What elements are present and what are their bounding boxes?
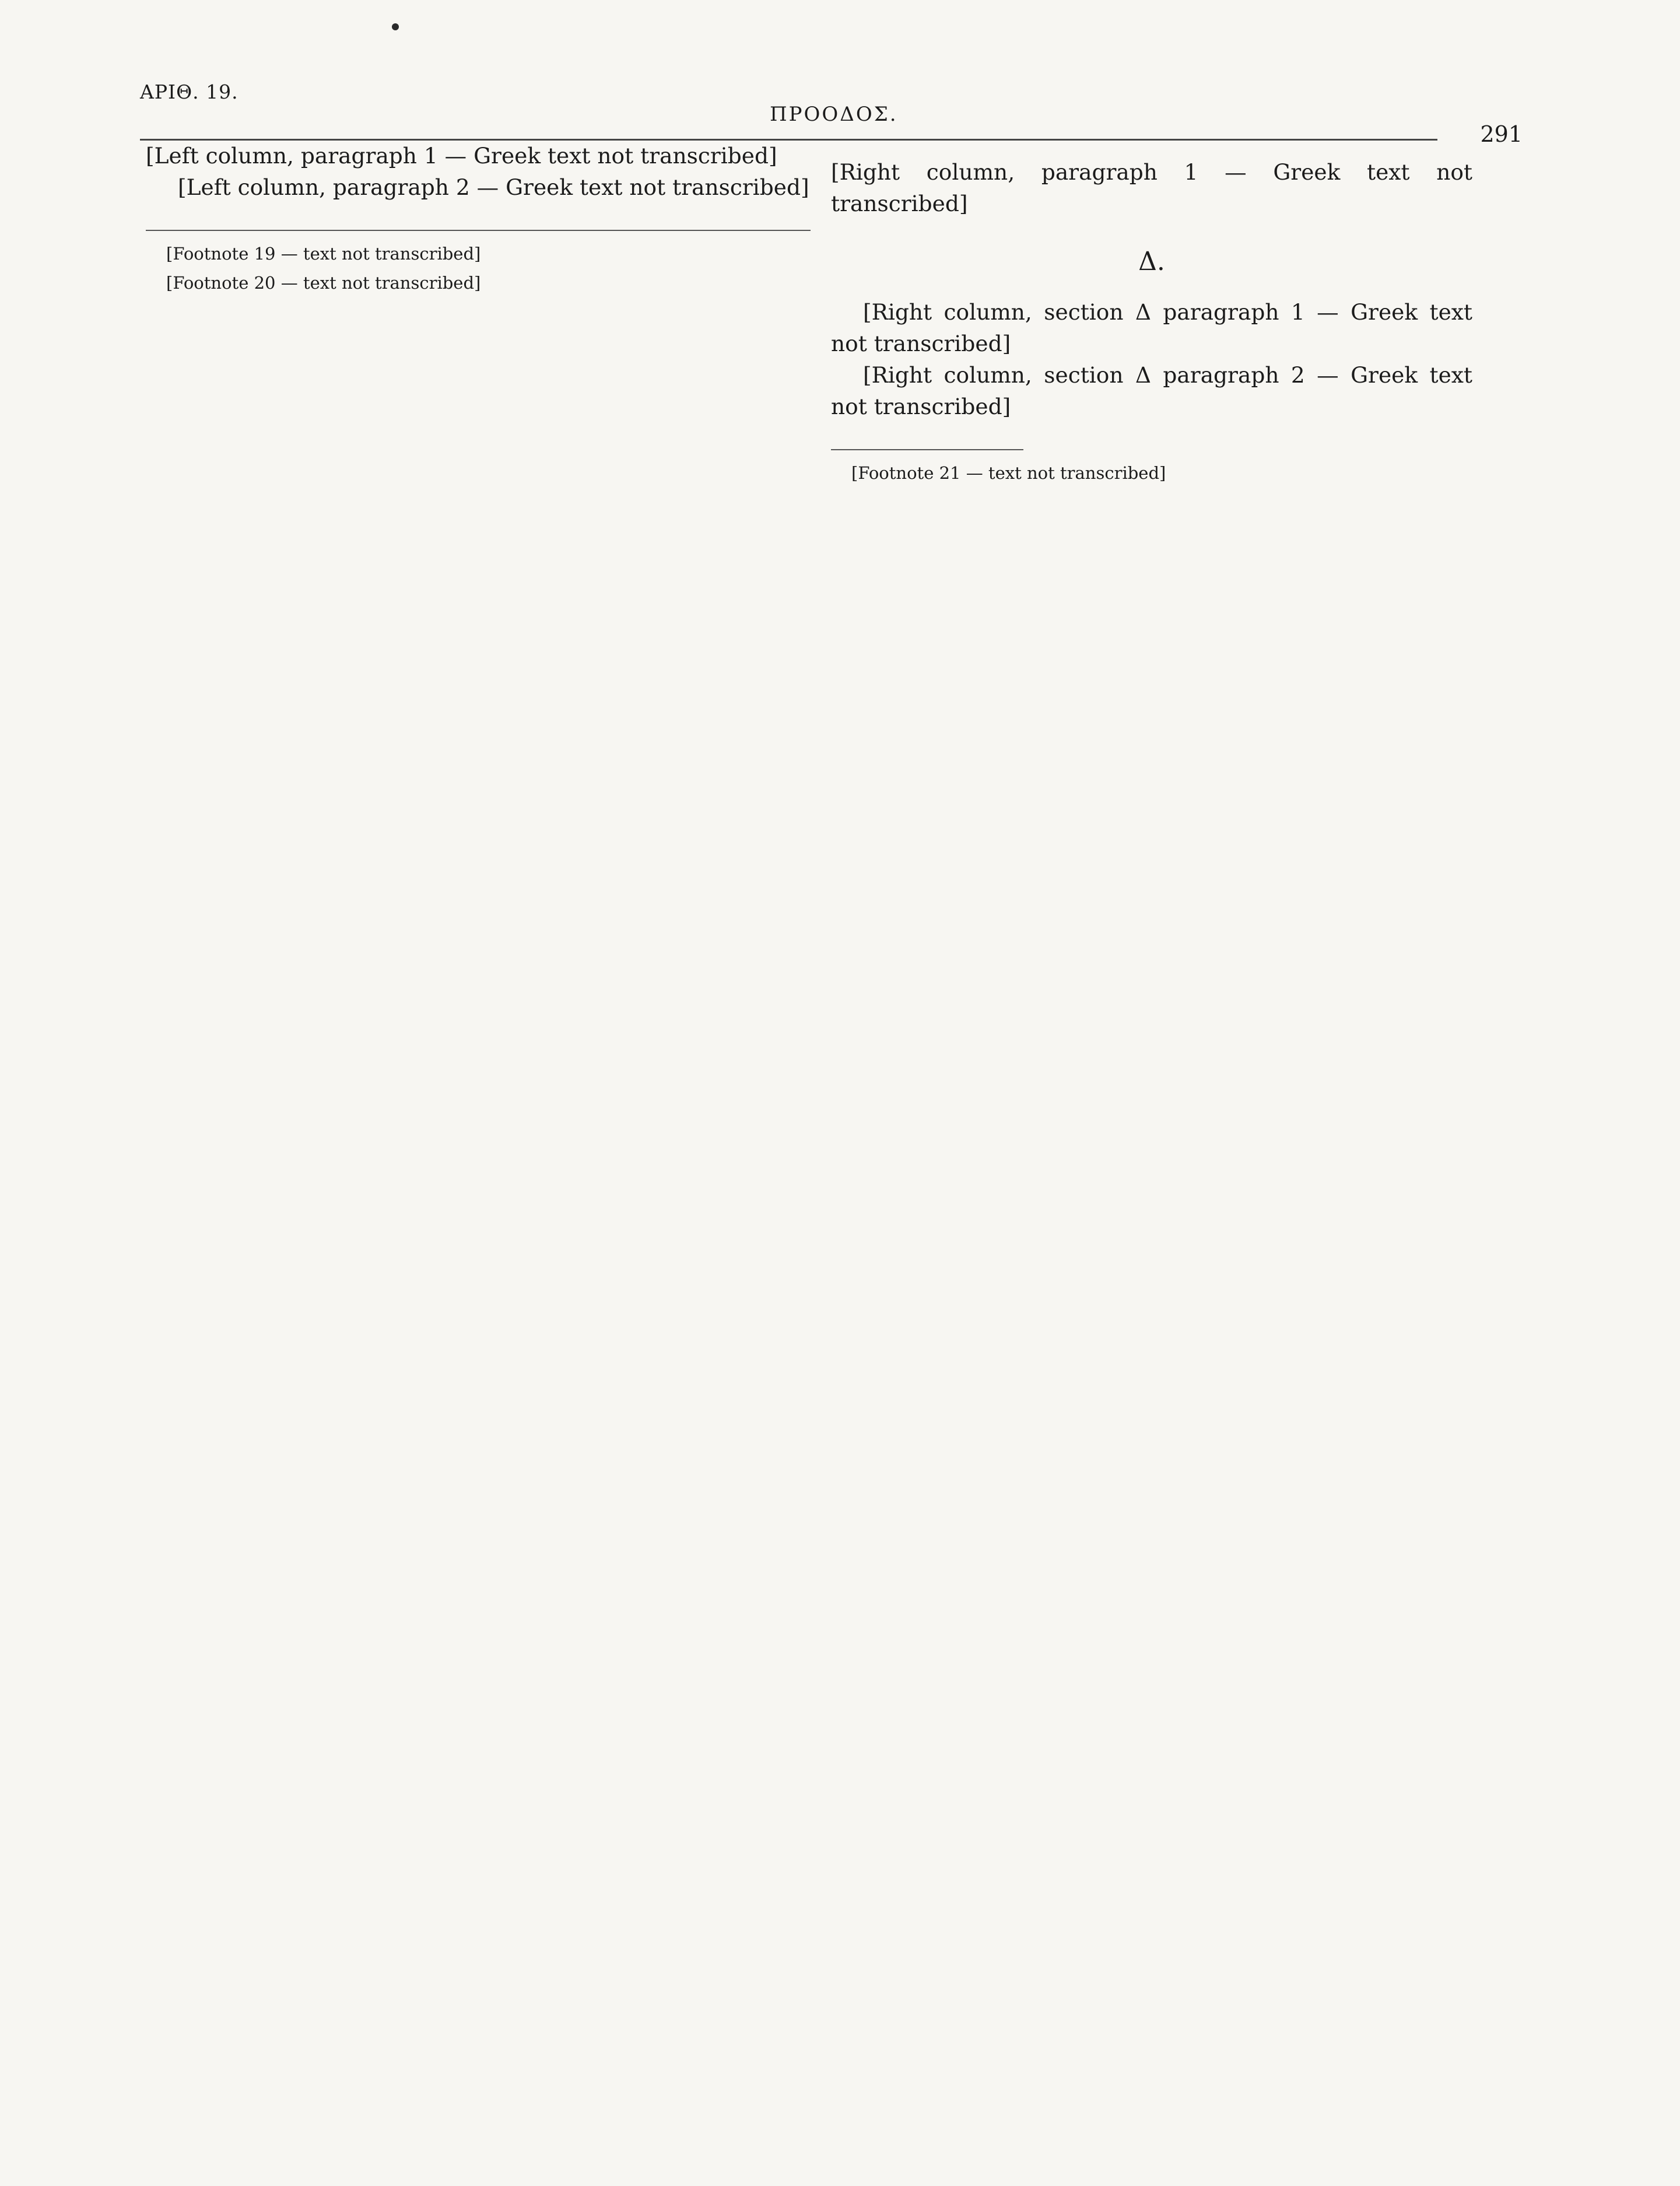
page-number: 291 xyxy=(1480,121,1523,147)
left-paragraph: [Left column, paragraph 2 — Greek text not transcribed] xyxy=(178,174,809,200)
right-column xyxy=(831,156,1472,490)
left-paragraph: [Left column, paragraph 1 — Greek text not transcribed] xyxy=(146,143,777,169)
right-paragraph: [Right column, section Δ paragraph 2 — Greek text not transcribed] xyxy=(831,362,1472,419)
footnote-20: [Footnote 20 — text not transcribed] xyxy=(166,273,481,293)
left-column xyxy=(146,140,811,300)
footnote-rule xyxy=(146,230,811,231)
footnote-21: [Footnote 21 — text not transcribed] xyxy=(851,463,1166,483)
issue-number: ΑΡΙΘ. 19. xyxy=(140,80,239,103)
right-footnotes xyxy=(831,461,1472,485)
page-header xyxy=(140,69,1523,147)
section-heading: Δ. xyxy=(1138,247,1165,276)
footnote-19: [Footnote 19 — text not transcribed] xyxy=(166,244,481,264)
running-title: ΠΡΟΟΔΟΣ. xyxy=(770,103,898,126)
print-speck xyxy=(392,23,399,30)
left-footnotes xyxy=(146,241,811,295)
footnote-rule xyxy=(831,449,1023,450)
right-paragraph: [Right column, paragraph 1 — Greek text not transcribed] xyxy=(831,159,1472,216)
right-paragraph: [Right column, section Δ paragraph 1 — Greek text not transcribed] xyxy=(831,299,1472,356)
